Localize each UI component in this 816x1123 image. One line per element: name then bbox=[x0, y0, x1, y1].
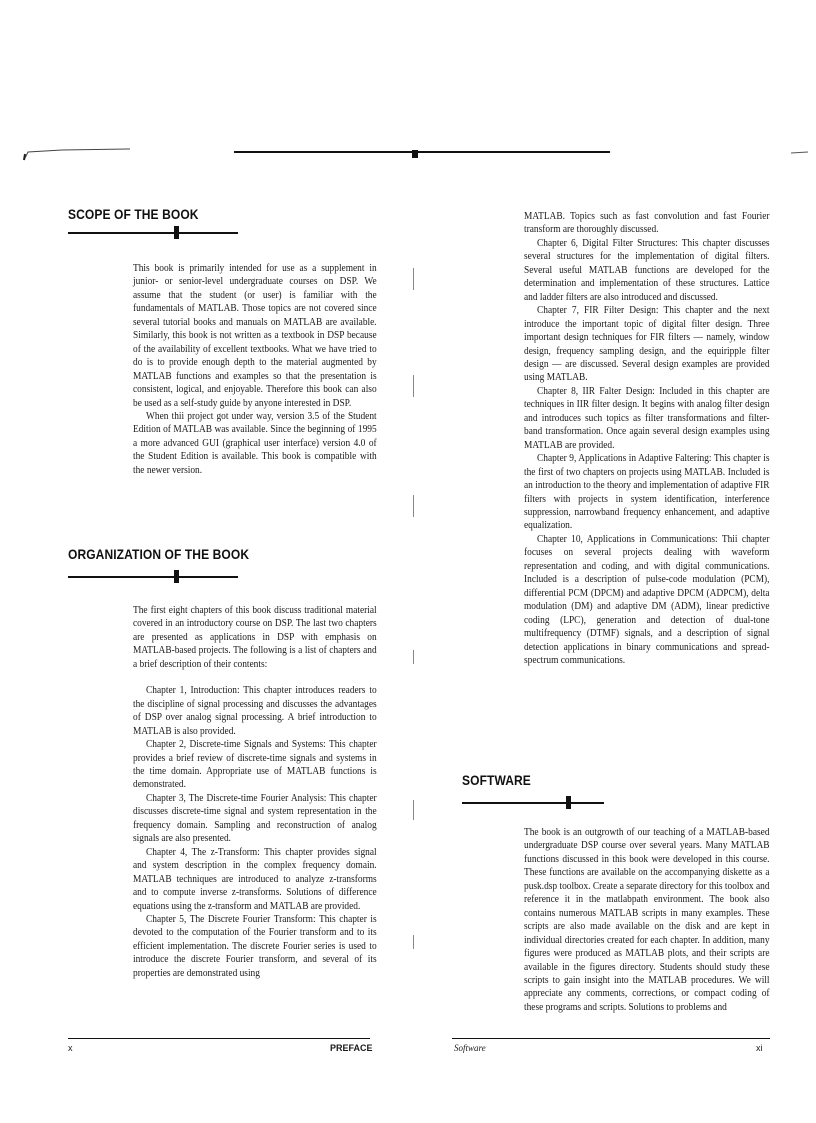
chapter-2-summary: Chapter 2, Discrete-time Signals and Systems: This chapter provides a brief review of discrete-time signals and systems in the time domain. Appropriate use of MATLAB functions is demonstrated. bbox=[133, 739, 377, 791]
gutter-mark bbox=[413, 800, 414, 820]
heading-marker bbox=[174, 570, 179, 583]
scan-artifact-top-right bbox=[790, 150, 810, 156]
software-text bbox=[524, 826, 770, 1014]
heading-rule bbox=[462, 802, 604, 804]
chapter-8-summary: Chapter 8, IIR Falter Design: Included in this chapter are techniques in IIR filter design. It begins with analog filter design and introduces such topics as filter transformations and filter-band transformation. Once again several design examples using MATLAB are provided. bbox=[524, 385, 770, 451]
top-rule-notch bbox=[412, 150, 418, 158]
right-column-text bbox=[524, 210, 770, 667]
chapter-10-summary: Chapter 10, Applications in Communications: Thii chapter focuses on several projects dealing with waveform representation and coding, and with digital communications. Included is a description of pulse-code modulation (PCM), differential PCM (DPCM) and adaptive DPCM (ADPCM), delta modulation (DM) and adaptive DM (ADM), linear predictive coding (LPC), generation and detection of dual-tone multifrequency (DTMF) signals, and a description of signal detection applications in binary communications and spread-spectrum communications. bbox=[524, 533, 770, 666]
footer-rule-right bbox=[452, 1038, 770, 1039]
section-heading-organization: ORGANIZATION OF THE BOOK bbox=[68, 546, 250, 562]
chapter-7-summary: Chapter 7, FIR Filter Design: This chapter and the next introduce the important topic of digital filter design. Three important design techniques for FIR filters — namely, window design, frequency sampling design, and the equiripple filter design — are discussed. Several design examples are provided using MATLAB. bbox=[524, 305, 770, 384]
organization-text bbox=[133, 604, 377, 980]
running-head-right: Software bbox=[454, 1043, 486, 1053]
page-number-left: x bbox=[68, 1043, 73, 1053]
scope-text bbox=[133, 262, 377, 477]
chapter-1-summary: Chapter 1, Introduction: This chapter introduces readers to the discipline of signal processing and discusses the advantages of DSP over analog signal processing. A brief introduction to MATLAB is also provided. bbox=[133, 685, 377, 737]
scan-artifact-top-left bbox=[22, 148, 132, 162]
heading-marker bbox=[174, 226, 179, 239]
heading-rule bbox=[68, 232, 238, 234]
chapter-6-summary: Chapter 6, Digital Filter Structures: This chapter discusses several structures for the implementation of digital filters. Several useful MATLAB functions are developed for the determination and implementation of these structures. Lattice and ladder filters are also introduced and discussed. bbox=[524, 237, 770, 303]
heading-marker bbox=[566, 796, 571, 809]
running-head-left: PREFACE bbox=[330, 1043, 373, 1053]
page-number-right: xi bbox=[756, 1043, 763, 1053]
chapter-5-continued: MATLAB. Topics such as fast convolution and fast Fourier transform are thoroughly discussed. bbox=[524, 211, 770, 236]
gutter-mark bbox=[413, 495, 414, 517]
gutter-mark bbox=[413, 268, 414, 290]
chapter-9-summary: Chapter 9, Applications in Adaptive Faltering: This chapter is the first of two chapters on projects using MATLAB. Included is an introduction to the theory and implementation of adaptive FIR filters with projects in system identification, interference suppression, narrowband frequency enhancement, and adaptive equalization. bbox=[524, 453, 770, 532]
gutter-mark bbox=[413, 375, 414, 397]
chapter-5-summary: Chapter 5, The Discrete Fourier Transform: This chapter is devoted to the computation of the Fourier transform and to its efficient implementation. The discrete Fourier series is used to introduce the discrete Fourier transform, and several of its properties are demonstrated using bbox=[133, 913, 377, 979]
section-heading-software: SOFTWARE bbox=[462, 772, 531, 788]
heading-rule bbox=[68, 576, 238, 578]
chapter-3-summary: Chapter 3, The Discrete-time Fourier Analysis: This chapter discusses discrete-time signal and system representation in the frequency domain. Sampling and reconstruction of analog signals are also presented. bbox=[133, 792, 377, 845]
chapter-4-summary: Chapter 4, The z-Transform: This chapter provides signal and system description in the complex frequency domain. MATLAB techniques are introduced to analyze z-transforms and to compute inverse z-transforms. Solutions of difference equations using the z-transform and MATLAB are provided. bbox=[133, 846, 377, 912]
gutter-mark bbox=[413, 935, 414, 949]
top-rule bbox=[234, 151, 610, 153]
organization-intro: The first eight chapters of this book discuss traditional material covered in an introductory course on DSP. The last two chapters are presented as applications in DSP with emphasis on MATLAB-based projects. The following is a list of chapters and a brief description of their contents: bbox=[133, 605, 377, 670]
section-heading-scope: SCOPE OF THE BOOK bbox=[68, 206, 199, 222]
scope-paragraph-1: This book is primarily intended for use as a supplement in junior- or senior-level undergraduate courses on DSP. We assume that the student (or user) is familiar with the fundamentals of MATLAB. Those topics are not covered since several tutorial books and manuals on MATLAB are available. Similarly, this book is not written as a textbook in DSP because of the availability of excellent textbooks. What we have tried to do is to provide enough depth to the material augmented by MATLAB functions and examples so that the presentation is consistent, logical, and enjoyable. Therefore this book can also be used as a self-study guide by anyone interested in DSP. bbox=[133, 263, 377, 409]
gutter-mark bbox=[413, 650, 414, 664]
software-paragraph: The book is an outgrowth of our teaching of a MATLAB-based undergraduate DSP course over several years. Many MATLAB functions discussed in this book were developed in this course. These functions are available on the accompanying diskette as a pusk.dsp toolbox. Create a separate directory for this toolbox and reference it in the matlabpath environment. The book also contains numerous MATLAB scripts in many examples. These scripts are also made available on the disk and are kept in individual directories created for each chapter. In addition, many figures were produced as MATLAB plots, and their scripts are available in the figures directory. Students should study these scripts to gain insight into the MATLAB procedures. We will appreciate any comments, corrections, or compact coding of these programs and scripts. Solutions to problems and bbox=[524, 827, 770, 1013]
scope-paragraph-2: When thii project got under way, version 3.5 of the Student Edition of MATLAB was available. Since the beginning of 1995 a more advanced GUI (graphical user interface) version 4.0 of the Student Edition is available. This book is compatible with the newer version. bbox=[133, 410, 377, 476]
footer-rule-left bbox=[68, 1038, 370, 1039]
